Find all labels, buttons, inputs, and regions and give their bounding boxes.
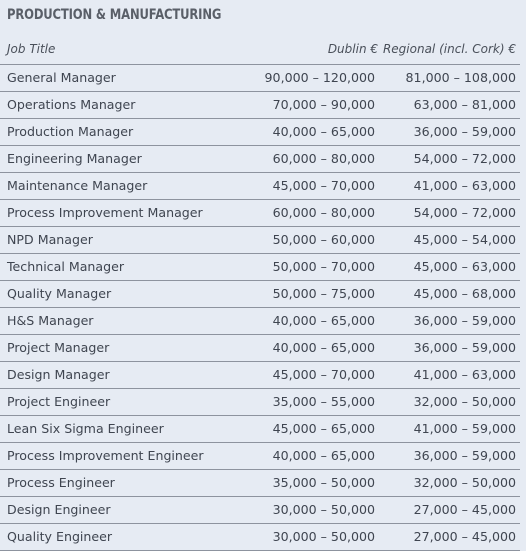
dublin-salary-cell: 40,000 – 65,000 (272, 313, 375, 328)
regional-salary-cell: 32,000 – 50,000 (413, 394, 516, 409)
job-title-cell: General Manager (7, 70, 116, 85)
section-title: PRODUCTION & MANUFACTURING (7, 7, 222, 23)
table-row (0, 335, 520, 362)
job-title-cell: Quality Engineer (7, 529, 113, 544)
regional-salary-cell: 41,000 – 63,000 (413, 178, 516, 193)
job-title-cell: Technical Manager (7, 259, 125, 274)
dublin-salary-cell: 60,000 – 80,000 (272, 205, 375, 220)
table-header (0, 35, 520, 65)
table-row (0, 281, 520, 308)
header-dublin: Dublin € (327, 42, 378, 56)
dublin-salary-cell: 90,000 – 120,000 (264, 70, 375, 85)
regional-salary-cell: 36,000 – 59,000 (413, 124, 516, 139)
regional-salary-cell: 27,000 – 45,000 (413, 502, 516, 517)
job-title-cell: Design Engineer (7, 502, 111, 517)
table-row (0, 119, 520, 146)
header-job-title: Job Title (7, 42, 56, 56)
job-title-cell: Engineering Manager (7, 151, 142, 166)
dublin-salary-cell: 35,000 – 50,000 (272, 475, 375, 490)
table-row (0, 416, 520, 443)
table-row (0, 443, 520, 470)
table-row (0, 389, 520, 416)
dublin-salary-cell: 50,000 – 75,000 (272, 286, 375, 301)
dublin-salary-cell: 50,000 – 70,000 (272, 259, 375, 274)
dublin-salary-cell: 40,000 – 65,000 (272, 124, 375, 139)
header-regional: Regional (incl. Cork) € (382, 42, 516, 56)
dublin-salary-cell: 60,000 – 80,000 (272, 151, 375, 166)
table-row (0, 227, 520, 254)
table-row (0, 308, 520, 335)
job-title-cell: Operations Manager (7, 97, 136, 112)
table-row (0, 254, 520, 281)
regional-salary-cell: 54,000 – 72,000 (413, 205, 516, 220)
regional-salary-cell: 36,000 – 59,000 (413, 340, 516, 355)
job-title-cell: Project Engineer (7, 394, 111, 409)
job-title-cell: Process Engineer (7, 475, 115, 490)
dublin-salary-cell: 30,000 – 50,000 (272, 529, 375, 544)
dublin-salary-cell: 40,000 – 65,000 (272, 340, 375, 355)
dublin-salary-cell: 50,000 – 60,000 (272, 232, 375, 247)
job-title-cell: Project Manager (7, 340, 110, 355)
regional-salary-cell: 41,000 – 59,000 (413, 421, 516, 436)
salary-table (0, 35, 520, 551)
regional-salary-cell: 45,000 – 54,000 (413, 232, 516, 247)
regional-salary-cell: 27,000 – 45,000 (413, 529, 516, 544)
job-title-cell: NPD Manager (7, 232, 93, 247)
job-title-cell: Lean Six Sigma Engineer (7, 421, 164, 436)
regional-salary-cell: 81,000 – 108,000 (405, 70, 516, 85)
table-row (0, 362, 520, 389)
regional-salary-cell: 54,000 – 72,000 (413, 151, 516, 166)
table-row (0, 524, 520, 551)
dublin-salary-cell: 35,000 – 55,000 (272, 394, 375, 409)
job-title-cell: Maintenance Manager (7, 178, 148, 193)
regional-salary-cell: 63,000 – 81,000 (413, 97, 516, 112)
dublin-salary-cell: 45,000 – 70,000 (272, 178, 375, 193)
table-row (0, 65, 520, 92)
dublin-salary-cell: 40,000 – 65,000 (272, 448, 375, 463)
job-title-cell: H&S Manager (7, 313, 94, 328)
regional-salary-cell: 45,000 – 68,000 (413, 286, 516, 301)
table-row (0, 470, 520, 497)
job-title-cell: Quality Manager (7, 286, 112, 301)
regional-salary-cell: 45,000 – 63,000 (413, 259, 516, 274)
dublin-salary-cell: 70,000 – 90,000 (272, 97, 375, 112)
dublin-salary-cell: 30,000 – 50,000 (272, 502, 375, 517)
table-row (0, 497, 520, 524)
table-row (0, 92, 520, 119)
regional-salary-cell: 36,000 – 59,000 (413, 448, 516, 463)
regional-salary-cell: 36,000 – 59,000 (413, 313, 516, 328)
table-row (0, 146, 520, 173)
job-title-cell: Production Manager (7, 124, 134, 139)
dublin-salary-cell: 45,000 – 70,000 (272, 367, 375, 382)
regional-salary-cell: 32,000 – 50,000 (413, 475, 516, 490)
regional-salary-cell: 41,000 – 63,000 (413, 367, 516, 382)
job-title-cell: Process Improvement Engineer (7, 448, 204, 463)
job-title-cell: Process Improvement Manager (7, 205, 203, 220)
dublin-salary-cell: 45,000 – 65,000 (272, 421, 375, 436)
table-body (0, 65, 520, 551)
table-row (0, 173, 520, 200)
job-title-cell: Design Manager (7, 367, 110, 382)
table-row (0, 200, 520, 227)
